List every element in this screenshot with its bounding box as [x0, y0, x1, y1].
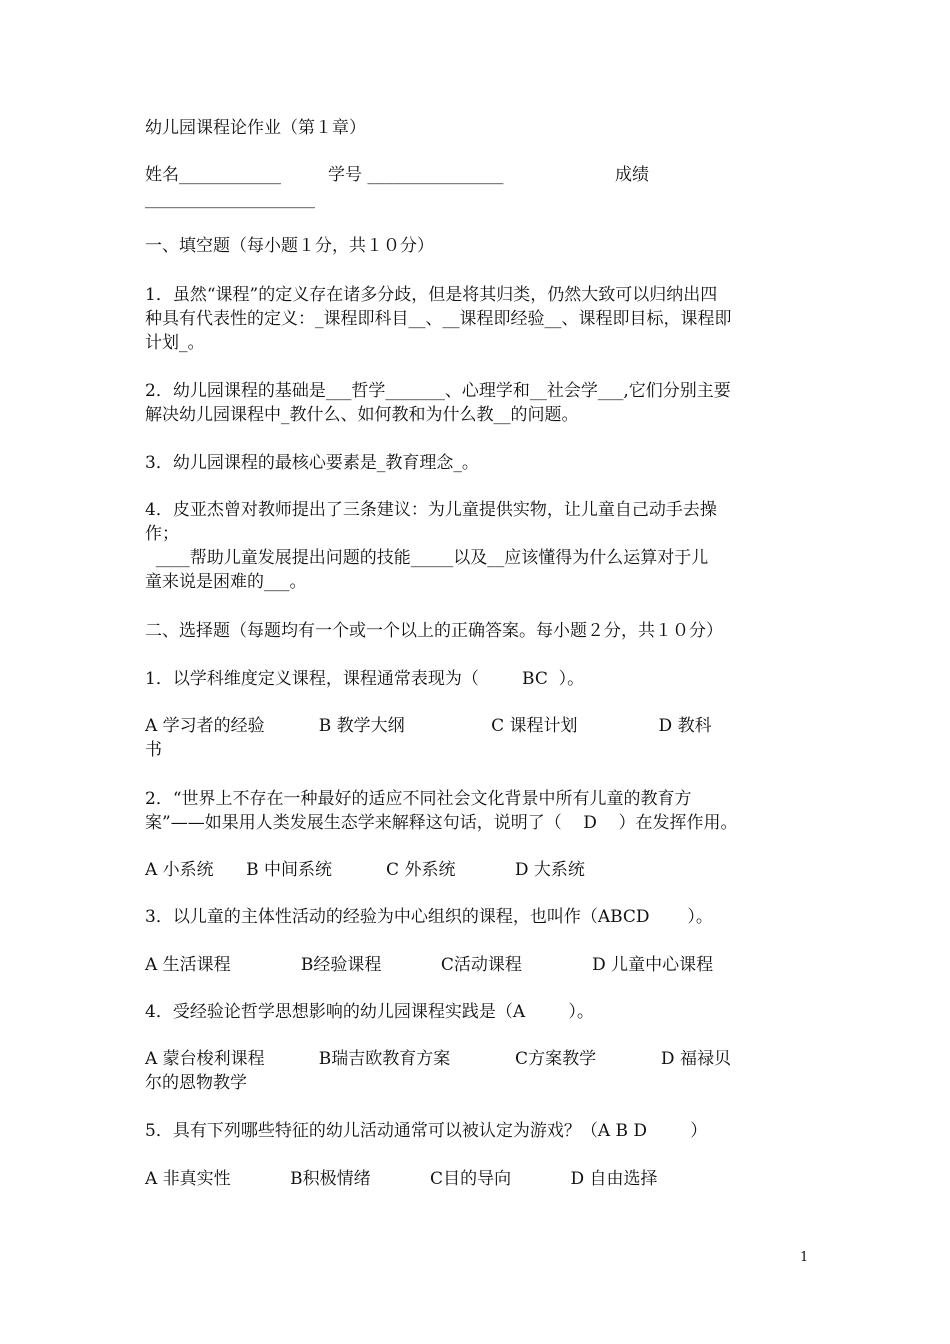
section2-heading: 二、选择题（每题均有一个或一个以上的正确答案。每小题２分，共１０分）: [145, 621, 723, 641]
s2-q1-options-line2: 书: [145, 740, 162, 760]
s1-q2-line2: 解决幼儿园课程中_教什么、如何教和为什么教__的问题。: [145, 405, 579, 425]
s2-q2-line2: 案”——如果用人类发展生态学来解释这句话，说明了（ D ）在发挥作用。: [145, 813, 738, 833]
s2-q4-options-line2: 尔的恩物教学: [145, 1073, 247, 1093]
s1-q1-line1: 1．虽然“课程”的定义存在诸多分歧，但是将其归类，仍然大致可以归纳出四: [145, 285, 718, 305]
s1-q4-line3: ____帮助儿童发展提出问题的技能_____以及__应该懂得为什么运算对于儿: [145, 548, 709, 568]
s1-q1-line3: 计划_。: [145, 333, 205, 353]
s2-q1: 1．以学科维度定义课程，课程通常表现为（ BC ）。: [145, 669, 585, 689]
score-field-label: 成绩: [615, 165, 649, 185]
student-id-field-label: 学号 ________________: [328, 165, 504, 185]
name-field-label: 姓名____________: [145, 165, 281, 185]
s2-q4-options-line1: A 蒙台梭利课程 B瑞吉欧教育方案 C方案教学 D 福禄贝: [145, 1049, 731, 1069]
s2-q3-options: A 生活课程 B经验课程 C活动课程 D 儿童中心课程: [145, 955, 714, 975]
s1-q4-line2: 作；: [145, 524, 179, 544]
s2-q5: 5．具有下列哪些特征的幼儿活动通常可以被认定为游戏？（A B D ）: [145, 1121, 708, 1141]
s1-q4-line1: 4．皮亚杰曾对教师提出了三条建议：为儿童提供实物，让儿童自己动手去操: [145, 500, 717, 520]
s2-q1-options-line1: A 学习者的经验 B 教学大纲 C 课程计划 D 教科: [145, 716, 712, 736]
s1-q2-line1: 2．幼儿园课程的基础是___哲学_______、心理学和__社会学___,它们分别主要: [145, 381, 731, 401]
s1-q1-line2: 种具有代表性的定义：_课程即科目__、__课程即经验__、课程即目标，课程即: [145, 309, 732, 329]
s2-q3: 3．以儿童的主体性活动的经验为中心组织的课程，也叫作（ABCD ）。: [145, 907, 713, 927]
doc-title: 幼儿园课程论作业（第１章）: [145, 118, 366, 138]
s2-q2-options: A 小系统 B 中间系统 C 外系统 D 大系统: [145, 860, 585, 880]
s2-q5-options: A 非真实性 B积极情绪 C目的导向 D 自由选择: [145, 1169, 658, 1189]
s1-q3-line1: 3．幼儿园课程的最核心要素是_教育理念_。: [145, 453, 479, 473]
page-number: 1: [800, 1250, 809, 1265]
section1-heading: 一、填空题（每小题１分，共１０分）: [145, 236, 434, 256]
s1-q4-line4: 童来说是困难的___。: [145, 572, 307, 592]
score-blank: ____________________: [145, 189, 315, 209]
s2-q4: 4．受经验论哲学思想影响的幼儿园课程实践是（A ）。: [145, 1002, 594, 1022]
s2-q2-line1: 2．“世界上不存在一种最好的适应不同社会文化背景中所有儿童的教育方: [145, 789, 692, 809]
